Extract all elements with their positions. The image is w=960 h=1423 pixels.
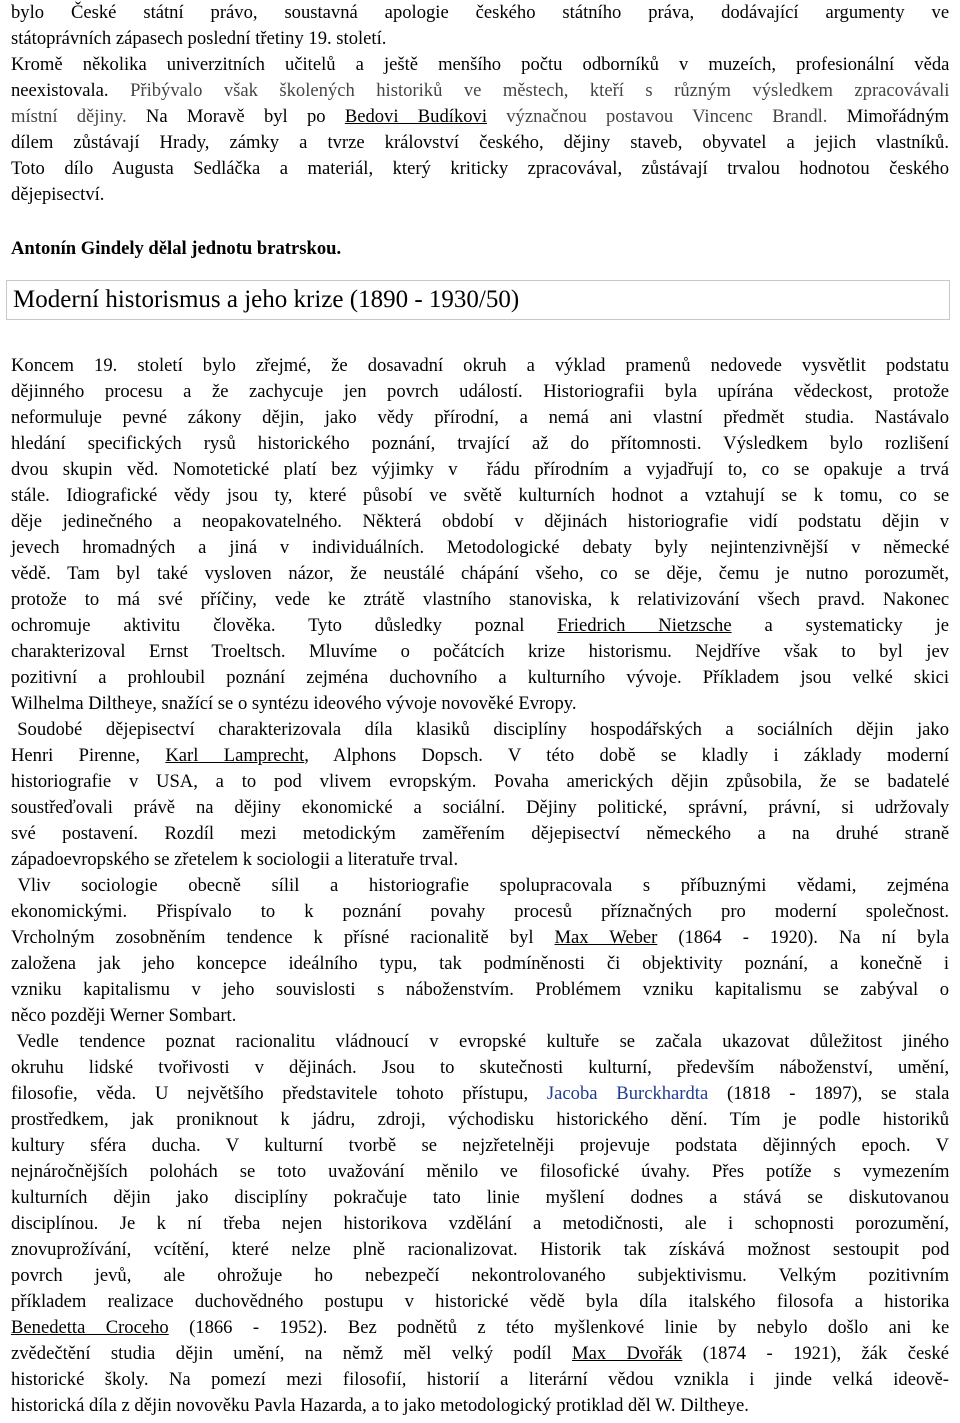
- text-line: neexistovala. Přibývalo však školených historiků ve městech, kteří s různým výsledkem zpracovávali: [11, 80, 950, 101]
- text-line: dějepisectví.: [11, 184, 105, 205]
- bold-statement: Antonín Gindely dělal jednotu bratrskou.: [11, 238, 342, 259]
- text-line: Kromě několika univerzitních učitelů a ještě menšího počtu odborníků v muzeích, profesionální věda: [11, 54, 950, 75]
- text-line: Henri Pirenne, Karl Lamprecht, Alphons Dopsch. V této době se kladly i základy moderní: [11, 745, 949, 766]
- text-line: soustřeďovali právě na dějiny ekonomické a sociální. Dějiny politické, správní, právní, si udržovaly: [11, 797, 950, 818]
- text-line: nejnáročnějších polohách se toto uvažování měnilo ve filosofické úvahy. Přes potíže s vymezením: [11, 1161, 950, 1182]
- text-line: kulturních dějin jako disciplíny pokračuje tato linie myšlení dodnes a stává se diskutovanou: [11, 1187, 949, 1208]
- text-line: vědě. Tam byl také vysloven názor, že neustálé chápání všeho, co se děje, čemu je nutno porozumět,: [11, 563, 949, 584]
- text-line: Vrcholným zosobněním tendence k přísné racionalitě byl Max Weber (1864 - 1920). Na ní byla: [11, 927, 950, 948]
- text-line: založena jak jeho koncepce ideálního typu, tak podmíněnosti či objektivity poznání, a konečně i: [11, 953, 950, 974]
- text-line: své postavení. Rozdíl mezi metodickým zaměřením dějepisectví německého a na druhé straně: [11, 823, 950, 844]
- text-line: historiografie v USA, a to pod vlivem evropským. Povaha amerických dějin způsobila, že se badatelé: [11, 771, 950, 792]
- text-line: zvědečtění studia dějin umění, na němž měl velký podíl Max Dvořák (1874 - 1921), žák české: [11, 1343, 949, 1364]
- text-line: státoprávních zápasech poslední třetiny 19. století.: [11, 28, 387, 49]
- link-benedetta-croceho[interactable]: Benedetta Croceho: [11, 1317, 169, 1338]
- text-line: Vedle tendence poznat racionalitu vládnoucí v evropské kultuře se začala ukazovat důležitost jiného: [11, 1031, 949, 1052]
- link-max-weber[interactable]: Max Weber: [554, 927, 658, 948]
- text-line: příkladem realizace duchovědného postupu v historické vědě byla díla italského filosofa a historika: [11, 1291, 950, 1312]
- text-line: Wilhelma Diltheye, snažící se o syntézu ideového vývoje novověké Evropy.: [11, 693, 577, 714]
- text-line: okruhu lidské tvořivosti v dějinách. Jsou to skutečnosti kulturní, především náboženství, umění,: [11, 1057, 950, 1078]
- link-bedovi-budikovi[interactable]: Bedovi Budíkovi: [344, 106, 487, 127]
- section-heading: Moderní historismus a jeho krize (1890 - 1930/50): [13, 286, 520, 313]
- text-line: historická díla z dějin novověku Pavla Hazarda, a to jako metodologický protiklad děl W. Diltheye.: [11, 1395, 749, 1416]
- text-line: pozitivní a prohloubil poznání zejména duchovního a kulturního vývoje. Příkladem jsou velké skici: [11, 667, 949, 688]
- link-max-dvorak[interactable]: Max Dvořák: [572, 1343, 683, 1364]
- link-jacoba-burckhardta[interactable]: Jacoba Burckhardta: [546, 1083, 709, 1104]
- text-line: Benedetta Croceho (1866 - 1952). Bez podnětů z této myšlenkové linie by nebylo došlo ani ke: [11, 1317, 950, 1338]
- text-line: Vliv sociologie obecně sílil a historiografie spolupracovala s příbuznými vědami, zejména: [11, 875, 949, 896]
- text-line: něco později Werner Sombart.: [11, 1005, 237, 1026]
- text-line: dílem zůstávají Hrady, zámky a tvrze království českého, dějiny staveb, obyvatel a jejich vlastníků.: [11, 132, 949, 153]
- text-line: historické školy. Na pomezí mezi filosofií, historií a literární vědou vznikla i jinde velká ideově-: [11, 1369, 949, 1390]
- text-line: filosofie, věda. U největšího představitele tohoto přístupu, Jacoba Burckhardta (1818 - 1897), se stala: [11, 1083, 950, 1104]
- text-line: prostředkem, jak proniknout k jádru, zdroji, východisku historického dění. Tím je podle historiků: [11, 1109, 949, 1130]
- text-line: dějinného procesu a že zachycuje jen povrch událostí. Historiografii byla upírána vědeckost, protože: [11, 381, 949, 402]
- text-line: Koncem 19. století bylo zřejmé, že dosavadní okruh a výklad pramenů nedovede vysvětlit podstatu: [11, 355, 949, 376]
- text-line: bylo České státní právo, soustavná apologie českého státního práva, dodávající argumenty ve: [11, 2, 950, 23]
- link-friedrich-nietzsche[interactable]: Friedrich Nietzsche: [557, 615, 732, 636]
- text-line: Soudobé dějepisectví charakterizovala díla klasiků disciplíny hospodářských a sociálních dějin jako: [11, 719, 949, 740]
- text-line: stále. Idiografické vědy jsou ty, které působí ve světě kulturních hodnot a vztahují se k tomu, co se: [11, 485, 950, 506]
- link-karl-lamprecht[interactable]: Karl Lamprecht: [165, 745, 305, 766]
- text-line: hledání specifických rysů historického poznání, trvající až do přítomnosti. Výsledkem bylo rozlišení: [11, 433, 949, 454]
- text-line: kultury sféra ducha. V kulturní tvorbě se nejzřetelněji projevuje podstata dějinných epoch. V: [11, 1135, 949, 1156]
- text-line: ekonomickými. Přispívalo to k poznání povahy procesů příznačných pro moderní společnost.: [11, 901, 950, 922]
- text-line: západoevropského se zřetelem k sociologii a literatuře trval.: [11, 849, 459, 870]
- text-line: disciplínou. Je k ní třeba nejen historikova vzdělání a metodičnosti, ale i schopnosti porozumění,: [11, 1213, 949, 1234]
- text-line: ochromuje aktivitu člověka. Tyto důsledky poznal Friedrich Nietzsche a systematicky je: [11, 615, 949, 636]
- text-line: děje jedinečného a neopakovatelného. Některá období v dějinách historiografie vidí podstatu dějin v: [11, 511, 950, 532]
- section-heading-box: [6, 280, 950, 320]
- text-line: protože to má své příčiny, vede ke ztrátě vlastního stanoviska, k relativizování všech pravd. Nakonec: [11, 589, 950, 610]
- text-line: charakterizoval Ernst Troeltsch. Mluvíme o počátcích krize historismu. Nejdříve však to byl jev: [11, 641, 949, 662]
- text-line: povrch jevů, ale ohrožuje ho nebezpečí nekontrolovaného subjektivismu. Velkým pozitivním: [11, 1265, 950, 1286]
- text-line: vzniku kapitalismu v jeho souvislosti s náboženstvím. Problémem vzniku kapitalismu se zabýval o: [11, 979, 949, 1000]
- text-line: Toto dílo Augusta Sedláčka a materiál, který kriticky zpracovával, zůstávají trvalou hodnotou českého: [11, 158, 949, 179]
- text-line: neformuluje pevné zákony dějin, jako vědy přírodní, a nemá ani vlastní předmět studia. Nastávalo: [11, 407, 950, 428]
- text-line: místní dějiny. Na Moravě byl po Bedovi Budíkovi význačnou postavou Vincenc Brandl. Mimořádným: [11, 106, 949, 127]
- text-line: znovuprožívání, vcítění, které nelze plně racionalizovat. Historik tak získává možnost sestoupit pod: [11, 1239, 950, 1260]
- text-line: dvou skupin věd. Nomotetické platí bez výjimky v řádu přírodním a vyjadřují to, co se opakuje a trvá: [11, 459, 949, 480]
- text-line: jevech hromadných a jiná v individuálních. Metodologické debaty byly nejintenzivnější v německé: [11, 537, 950, 558]
